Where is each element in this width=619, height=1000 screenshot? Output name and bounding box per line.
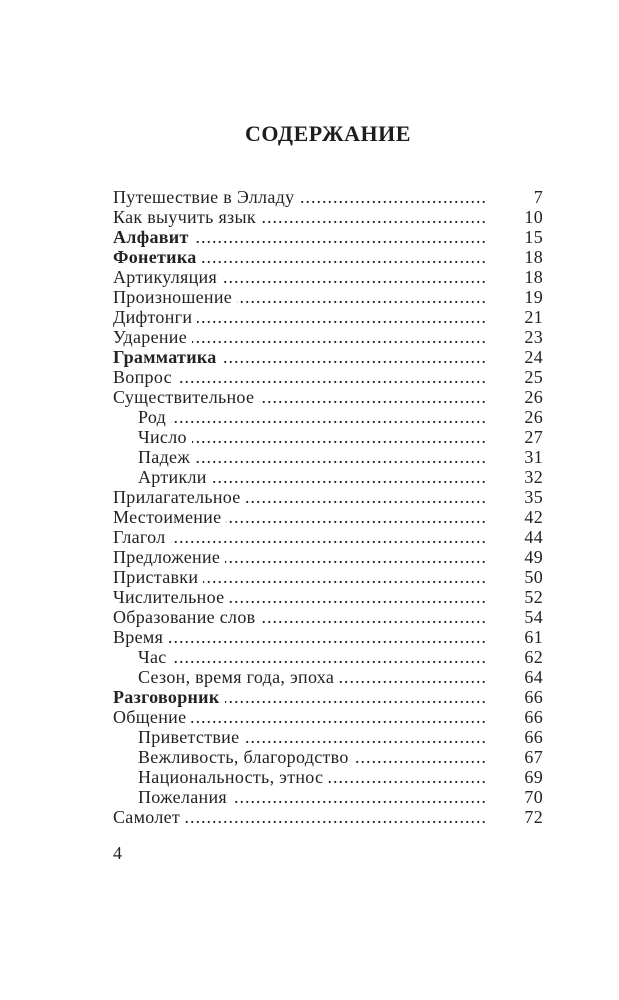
toc-entry-label: Произношение bbox=[113, 287, 233, 307]
toc-entry-label: Прилагательное bbox=[113, 487, 241, 507]
toc-entry-label: Приветствие bbox=[138, 727, 240, 747]
toc-entry-page: 61 bbox=[524, 627, 543, 647]
toc-entry bbox=[113, 287, 543, 307]
toc-entry-label: Час bbox=[138, 647, 167, 667]
toc-entry bbox=[113, 767, 543, 787]
toc-dot-leader bbox=[203, 567, 487, 587]
toc-dot-leader bbox=[195, 447, 487, 467]
toc-dot-leader bbox=[197, 307, 487, 327]
toc-dot-leader bbox=[237, 287, 487, 307]
toc-entry-page: 66 bbox=[524, 727, 543, 747]
toc-entry-label: Самолет bbox=[113, 807, 181, 827]
toc-entry-label: Ударение bbox=[113, 327, 188, 347]
toc-entry-page: 15 bbox=[524, 227, 543, 247]
toc-dot-leader bbox=[299, 187, 487, 207]
toc-entry-label: Артикли bbox=[138, 467, 207, 487]
toc-entry-page: 26 bbox=[524, 387, 543, 407]
toc-dot-leader bbox=[339, 667, 487, 687]
toc-dot-leader bbox=[354, 747, 487, 767]
page-content bbox=[113, 120, 543, 863]
toc-entry-page: 31 bbox=[524, 447, 543, 467]
toc-dot-leader bbox=[192, 427, 487, 447]
toc-dot-leader bbox=[222, 347, 487, 367]
toc-entry-page: 64 bbox=[524, 667, 543, 687]
toc-entry-page: 18 bbox=[524, 267, 543, 287]
toc-entry-page: 62 bbox=[524, 647, 543, 667]
toc-entry-label: Путешествие в Элладу bbox=[113, 187, 295, 207]
toc-dot-leader bbox=[246, 487, 487, 507]
toc-dot-leader bbox=[259, 387, 487, 407]
folio-page-number: 4 bbox=[113, 843, 122, 863]
toc-entry-page: 42 bbox=[524, 507, 543, 527]
toc-dot-leader bbox=[192, 327, 487, 347]
toc-entry-label: Род bbox=[138, 407, 167, 427]
toc-dot-leader bbox=[191, 707, 487, 727]
toc-dot-leader bbox=[194, 227, 487, 247]
toc-dot-leader bbox=[244, 727, 487, 747]
toc-entry bbox=[113, 747, 543, 767]
toc-entry-page: 44 bbox=[524, 527, 543, 547]
toc-entry bbox=[113, 487, 543, 507]
toc-dot-leader bbox=[177, 367, 487, 387]
page-title: СОДЕРЖАНИЕ bbox=[245, 121, 411, 146]
toc-entry bbox=[113, 607, 543, 627]
toc-entry bbox=[113, 727, 543, 747]
toc-entry bbox=[113, 227, 543, 247]
toc-entry-page: 66 bbox=[524, 687, 543, 707]
toc-entry-page: 66 bbox=[524, 707, 543, 727]
toc-list bbox=[113, 187, 543, 827]
toc-entry-page: 69 bbox=[524, 767, 543, 787]
toc-entry bbox=[113, 647, 543, 667]
toc-entry bbox=[113, 807, 543, 827]
toc-dot-leader bbox=[225, 547, 487, 567]
toc-entry bbox=[113, 307, 543, 327]
toc-entry bbox=[113, 687, 543, 707]
toc-entry-page: 32 bbox=[524, 467, 543, 487]
toc-entry-label: Падеж bbox=[138, 447, 191, 467]
toc-dot-leader bbox=[171, 407, 487, 427]
toc-entry-page: 52 bbox=[524, 587, 543, 607]
toc-dot-leader bbox=[328, 767, 487, 787]
toc-dot-leader bbox=[172, 647, 487, 667]
toc-dot-leader bbox=[202, 247, 487, 267]
toc-entry-label: Вопрос bbox=[113, 367, 172, 387]
toc-entry-page: 50 bbox=[524, 567, 543, 587]
toc-dot-leader bbox=[185, 807, 487, 827]
toc-dot-leader bbox=[261, 207, 487, 227]
toc-entry-page: 10 bbox=[524, 207, 543, 227]
toc-entry bbox=[113, 667, 543, 687]
toc-entry-page: 26 bbox=[524, 407, 543, 427]
toc-entry-label: Национальность, этнос bbox=[138, 767, 324, 787]
toc-entry-page: 72 bbox=[524, 807, 543, 827]
toc-dot-leader bbox=[225, 687, 487, 707]
toc-entry bbox=[113, 707, 543, 727]
toc-entry-label: Фонетика bbox=[113, 247, 197, 267]
toc-entry bbox=[113, 187, 543, 207]
toc-entry-page: 23 bbox=[524, 327, 543, 347]
toc-entry-label: Время bbox=[113, 627, 164, 647]
toc-entry-label: Пожелания bbox=[138, 787, 227, 807]
toc-dot-leader bbox=[171, 527, 487, 547]
toc-entry bbox=[113, 587, 543, 607]
toc-entry-label: Вежливость, благородство bbox=[138, 747, 349, 767]
toc-entry-label: Разговорник bbox=[113, 687, 220, 707]
toc-entry bbox=[113, 507, 543, 527]
toc-entry-label: Числительное bbox=[113, 587, 225, 607]
toc-entry-page: 25 bbox=[524, 367, 543, 387]
toc-entry-label: Приставки bbox=[113, 567, 199, 587]
toc-entry bbox=[113, 427, 543, 447]
toc-entry bbox=[113, 367, 543, 387]
toc-dot-leader bbox=[232, 787, 487, 807]
toc-entry bbox=[113, 547, 543, 567]
toc-entry-label: Как выучить язык bbox=[113, 207, 256, 227]
toc-entry bbox=[113, 207, 543, 227]
toc-entry-label: Алфавит bbox=[113, 227, 189, 247]
toc-entry-label: Сезон, время года, эпоха bbox=[138, 667, 335, 687]
toc-entry-page: 70 bbox=[524, 787, 543, 807]
toc-entry-page: 21 bbox=[524, 307, 543, 327]
toc-entry bbox=[113, 407, 543, 427]
toc-entry-page: 67 bbox=[524, 747, 543, 767]
toc-entry-label: Существительное bbox=[113, 387, 255, 407]
toc-entry-page: 35 bbox=[524, 487, 543, 507]
toc-dot-leader bbox=[168, 627, 487, 647]
toc-entry-label: Дифтонги bbox=[113, 307, 193, 327]
toc-entry bbox=[113, 347, 543, 367]
toc-entry-page: 27 bbox=[524, 427, 543, 447]
toc-entry-label: Артикуляция bbox=[113, 267, 218, 287]
toc-entry bbox=[113, 787, 543, 807]
toc-entry-page: 24 bbox=[524, 347, 543, 367]
toc-entry-label: Глагол bbox=[113, 527, 166, 547]
toc-entry bbox=[113, 267, 543, 287]
toc-entry-label: Число bbox=[138, 427, 187, 447]
toc-dot-leader bbox=[212, 467, 487, 487]
toc-entry-page: 19 bbox=[524, 287, 543, 307]
toc-entry-page: 49 bbox=[524, 547, 543, 567]
toc-entry-label: Общение bbox=[113, 707, 187, 727]
toc-entry bbox=[113, 527, 543, 547]
toc-entry bbox=[113, 467, 543, 487]
toc-entry bbox=[113, 567, 543, 587]
toc-dot-leader bbox=[260, 607, 487, 627]
toc-entry bbox=[113, 247, 543, 267]
toc-entry-page: 7 bbox=[533, 187, 543, 207]
toc-entry bbox=[113, 627, 543, 647]
toc-entry-label: Предложение bbox=[113, 547, 221, 567]
toc-dot-leader bbox=[222, 267, 487, 287]
toc-entry-page: 54 bbox=[524, 607, 543, 627]
toc-dot-leader bbox=[229, 587, 487, 607]
toc-entry-label: Образование слов bbox=[113, 607, 256, 627]
toc-dot-leader bbox=[226, 507, 487, 527]
toc-entry bbox=[113, 327, 543, 347]
toc-entry-label: Грамматика bbox=[113, 347, 217, 367]
toc-entry bbox=[113, 387, 543, 407]
toc-entry-page: 18 bbox=[524, 247, 543, 267]
toc-entry bbox=[113, 447, 543, 467]
toc-entry-label: Местоимение bbox=[113, 507, 222, 527]
